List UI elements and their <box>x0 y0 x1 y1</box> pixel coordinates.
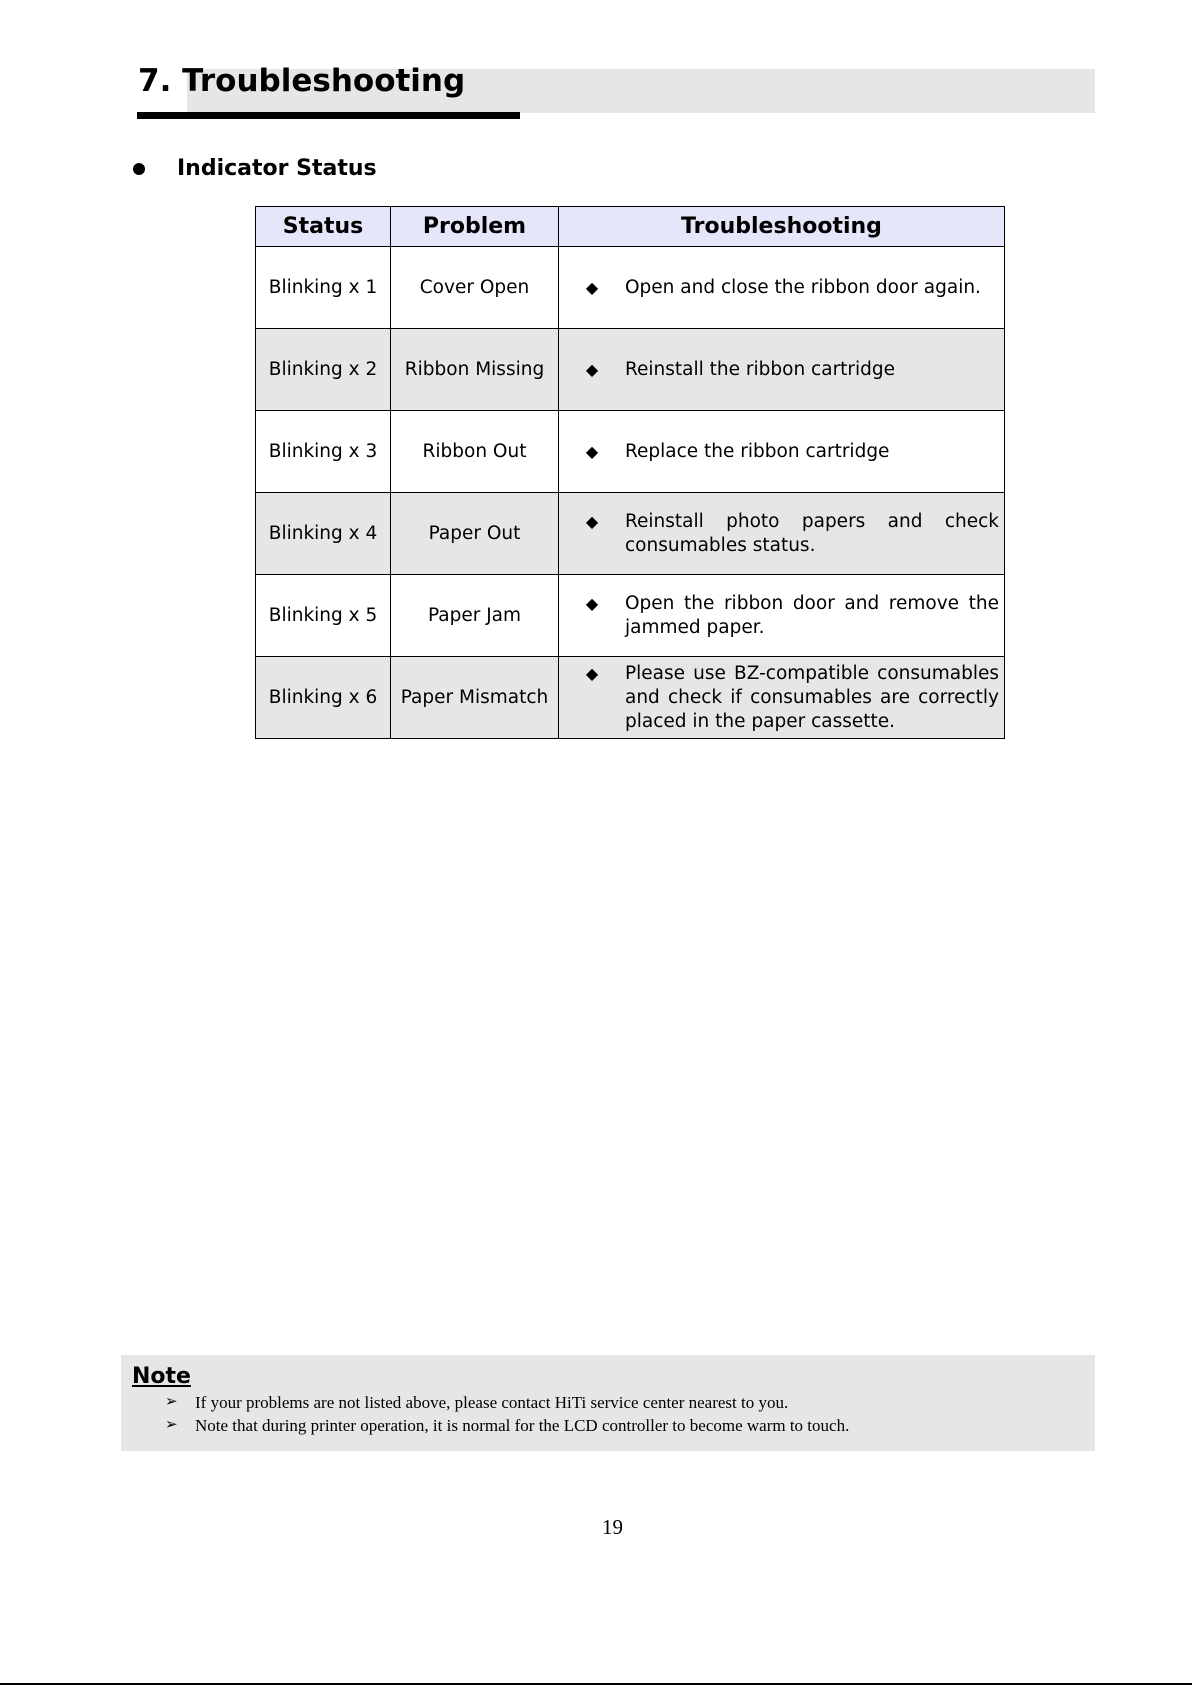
status-cell: Blinking x 2 <box>256 329 391 411</box>
troubleshooting-text: Open the ribbon door and remove the jammed paper. <box>625 592 999 638</box>
header-status: Status <box>256 207 391 247</box>
problem-cell: Paper Jam <box>391 575 559 657</box>
diamond-bullet-icon: ◆ <box>585 359 599 379</box>
status-cell: Blinking x 5 <box>256 575 391 657</box>
problem-cell: Ribbon Missing <box>391 329 559 411</box>
note-item <box>165 1414 849 1437</box>
troubleshooting-text: Reinstall the ribbon cartridge <box>625 358 896 380</box>
bullet-dot-icon <box>133 163 145 175</box>
note-text: Note that during printer operation, it is normal for the LCD controller to become warm to touch. <box>195 1416 850 1435</box>
diamond-bullet-icon: ◆ <box>585 511 599 531</box>
status-cell: Blinking x 1 <box>256 247 391 329</box>
problem-cell: Ribbon Out <box>391 411 559 493</box>
troubleshooting-cell <box>559 575 1005 657</box>
table-row <box>256 329 1005 411</box>
heading-underline <box>137 112 520 119</box>
status-cell: Blinking x 4 <box>256 493 391 575</box>
note-box <box>121 1355 1095 1451</box>
problem-cell: Paper Mismatch <box>391 657 559 739</box>
diamond-bullet-icon: ◆ <box>585 277 599 297</box>
problem-cell: Paper Out <box>391 493 559 575</box>
header-problem: Problem <box>391 207 559 247</box>
page-heading: 7. Troubleshooting <box>138 63 466 99</box>
arrow-bullet-icon: ➢ <box>165 1417 178 1433</box>
indicator-status-table <box>255 206 1005 739</box>
note-list <box>165 1391 849 1437</box>
troubleshooting-text: Reinstall photo papers and check consumables status. <box>625 510 999 556</box>
note-item <box>165 1391 849 1414</box>
table-header-row <box>256 207 1005 247</box>
table-row <box>256 493 1005 575</box>
troubleshooting-cell <box>559 657 1005 739</box>
troubleshooting-cell <box>559 247 1005 329</box>
arrow-bullet-icon: ➢ <box>165 1394 178 1410</box>
page-number: 19 <box>602 1515 623 1539</box>
troubleshooting-text: Replace the ribbon cartridge <box>625 440 890 462</box>
note-title: Note <box>132 1364 191 1389</box>
diamond-bullet-icon: ◆ <box>585 593 599 613</box>
troubleshooting-cell <box>559 329 1005 411</box>
status-cell: Blinking x 3 <box>256 411 391 493</box>
table-row <box>256 575 1005 657</box>
diamond-bullet-icon: ◆ <box>585 663 599 683</box>
problem-cell: Cover Open <box>391 247 559 329</box>
table-row <box>256 247 1005 329</box>
note-text: If your problems are not listed above, please contact HiTi service center nearest to you. <box>195 1393 789 1412</box>
troubleshooting-cell <box>559 411 1005 493</box>
troubleshooting-text: Open and close the ribbon door again. <box>625 276 981 298</box>
header-troubleshooting: Troubleshooting <box>559 207 1005 247</box>
section-title: Indicator Status <box>177 156 377 181</box>
diamond-bullet-icon: ◆ <box>585 441 599 461</box>
status-cell: Blinking x 6 <box>256 657 391 739</box>
troubleshooting-text: Please use BZ-compatible consumables and check if consumables are correctly placed in the paper cassette. <box>625 662 999 732</box>
table-row <box>256 411 1005 493</box>
table-row <box>256 657 1005 739</box>
troubleshooting-cell <box>559 493 1005 575</box>
